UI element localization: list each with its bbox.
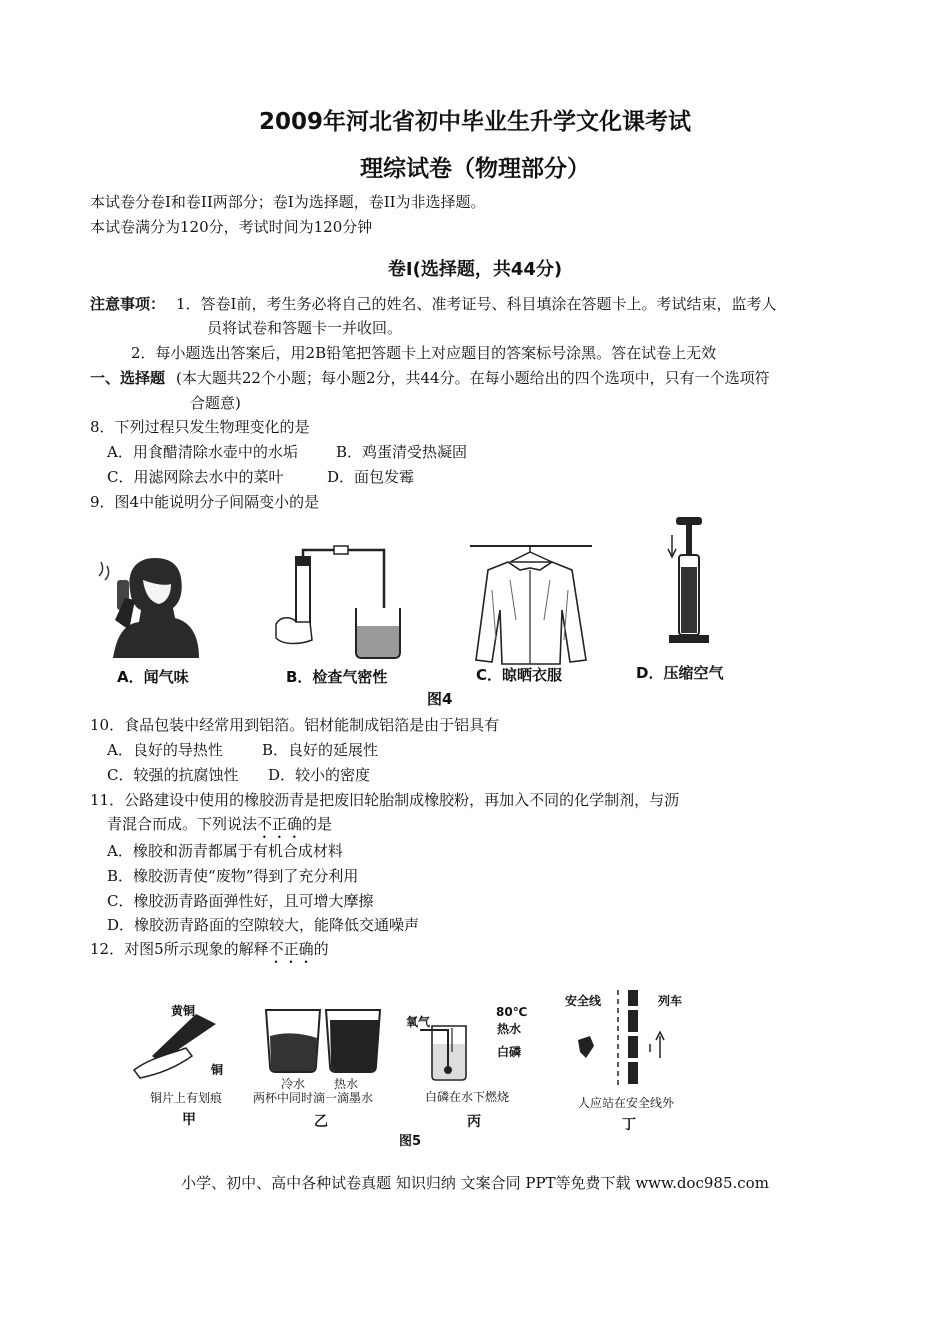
figure-4a-label: A．闻气味: [117, 668, 189, 686]
q9-stem: 9．图4中能说明分子间隔变小的是: [90, 493, 320, 511]
q12-stem: 12．对图5所示现象的解释不正确的: [90, 940, 329, 958]
intro-line-1: 本试卷分卷I和卷II两部分；卷I为选择题，卷II为非选择题。: [90, 193, 486, 211]
q11-option-c: C．橡胶沥青路面弹性好，且可增大摩擦: [107, 892, 374, 910]
figure-5-bing-hotwater: 热水: [497, 1022, 522, 1036]
q8-option-b: B．鸡蛋清受热凝固: [336, 443, 468, 461]
notes-label: 注意事项：: [90, 295, 166, 313]
figure-4d-syringe-illustration: [664, 515, 714, 650]
notes-item-1: 1．答卷I前，考生务必将自己的姓名、准考证号、科目填涂在答题卡上。考试结束，监考人: [176, 295, 777, 313]
page-subtitle: 理综试卷（物理部分）: [360, 156, 590, 182]
figure-5-bing-name: 丙: [467, 1114, 481, 1130]
q10-option-a: A．良好的导热性: [107, 741, 223, 759]
q10-stem: 10．食品包装中经常用到铝箔。铝材能制成铝箔是由于铝具有: [90, 716, 500, 734]
q10-option-c: C．较强的抗腐蚀性: [107, 766, 239, 784]
page-footer: 小学、初中、高中各种试卷真题 知识归纳 文案合同 PPT等免费下载 www.doc985.com: [181, 1174, 769, 1192]
figure-5-jia-illustration: [130, 1010, 240, 1080]
page-title: 2009年河北省初中毕业生升学文化课考试: [258, 109, 691, 135]
figure-4b-label: B．检查气密性: [286, 668, 388, 686]
notes-item-1-cont: 员将试卷和答题卡一并收回。: [207, 319, 403, 337]
part-description: (本大题共22个小题；每小题2分，共44分。在每小题给出的四个选项中，只有一个选项符: [176, 369, 770, 387]
part-description-cont: 合题意): [190, 394, 241, 412]
figure-5-yi-caption: 两杯中同时滴一滴墨水: [253, 1091, 374, 1105]
figure-5-jia-label-brass: 黄铜: [171, 1004, 196, 1018]
q11-option-a: A．橡胶和沥青都属于有机合成材料: [107, 842, 343, 860]
q8-option-d: D．面包发霉: [327, 468, 415, 486]
figure-5-caption: 图5: [399, 1134, 422, 1149]
section-title: 卷I(选择题，共44分): [387, 259, 563, 280]
figure-5-bing-oxygen: 氧气: [406, 1015, 431, 1029]
figure-5-yi-cold: 冷水: [281, 1077, 306, 1091]
figure-5-ding-caption: 人应站在安全线外: [578, 1096, 675, 1110]
figure-4c-label: C．晾晒衣服: [476, 666, 563, 684]
q10-option-b: B．良好的延展性: [262, 741, 379, 759]
figure-5-jia-label-copper: 铜: [211, 1063, 224, 1077]
figure-5-yi-illustration: [262, 1006, 387, 1074]
figure-5-yi-hot: 热水: [334, 1077, 359, 1091]
figure-5-bing-illustration: [420, 1022, 500, 1082]
figure-5-jia-name: 甲: [182, 1112, 196, 1128]
figure-5-bing-caption: 白磷在水下燃烧: [425, 1090, 510, 1104]
q8-stem: 8．下列过程只发生物理变化的是: [90, 418, 310, 436]
q11-option-b: B．橡胶沥青使“废物”得到了充分利用: [107, 867, 359, 885]
q11-option-d: D．橡胶沥青路面的空隙较大，能降低交通噪声: [107, 916, 420, 934]
figure-5-bing-phosphorus: 白磷: [497, 1045, 522, 1059]
part-label: 一、选择题: [90, 369, 166, 387]
intro-line-2: 本试卷满分为120分，考试时间为120分钟: [90, 218, 373, 236]
notes-item-2: 2．每小题选出答案后，用2B铅笔把答题卡上对应题目的答案标号涂黑。答在试卷上无效: [131, 344, 717, 362]
q11-stem: 11．公路建设中使用的橡胶沥青是把废旧轮胎制成橡胶粉，再加入不同的化学制剂，与沥: [90, 791, 680, 809]
q10-option-d: D．较小的密度: [268, 766, 371, 784]
figure-4b-airtightness-illustration: [272, 548, 402, 663]
figure-5-ding-name: 丁: [622, 1117, 636, 1133]
figure-4a-smell-illustration: [95, 550, 205, 660]
figure-4c-clothes-illustration: [470, 540, 595, 670]
figure-5-jia-caption: 铜片上有划痕: [150, 1091, 223, 1105]
q8-option-a: A．用食醋清除水壶中的水垢: [107, 443, 298, 461]
figure-5-bing-temp: 80℃: [496, 1005, 528, 1019]
figure-4d-label: D．压缩空气: [636, 664, 724, 682]
figure-5-ding-train: 列车: [658, 994, 683, 1008]
q8-option-c: C．用滤网除去水中的菜叶: [107, 468, 284, 486]
figure-5-yi-name: 乙: [314, 1114, 328, 1130]
figure-4-caption: 图4: [427, 690, 453, 708]
figure-5-ding-safety-line: 安全线: [565, 994, 602, 1008]
q11-stem-cont: 青混合而成。下列说法不正确的是: [107, 815, 333, 833]
